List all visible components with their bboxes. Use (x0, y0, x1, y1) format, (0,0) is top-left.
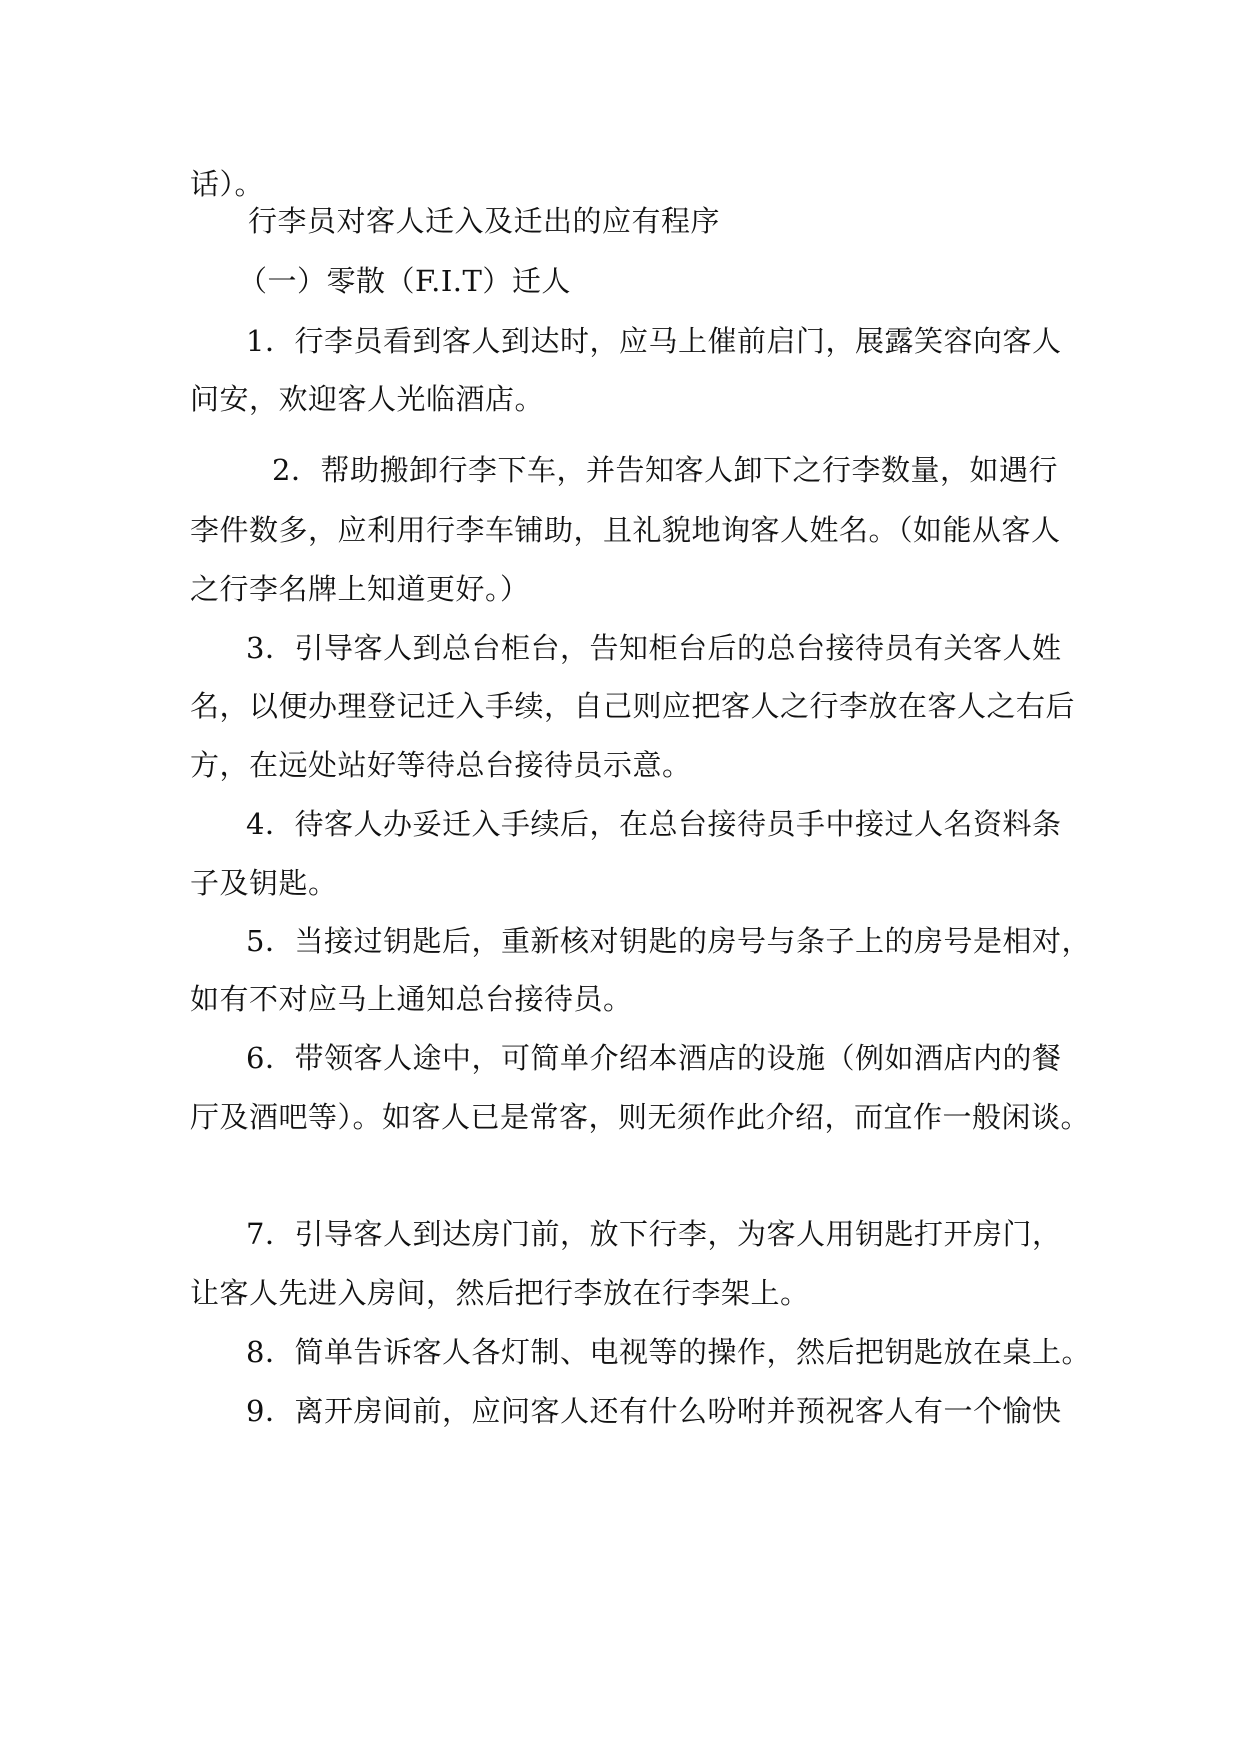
text-line: 如有不对应马上通知总台接待员。 (190, 982, 633, 1016)
text-line: 1．行李员看到客人到达时，应马上催前启门，展露笑容向客人 (246, 324, 1062, 358)
text-line: 8．简单告诉客人各灯制、电视等的操作，然后把钥匙放在桌上。 (246, 1335, 1091, 1369)
text-line: 话）。 (190, 167, 265, 201)
subsection-heading: （一）零散（F.I.T）迁人 (238, 264, 571, 298)
text-line: 6．带领客人途中，可简单介绍本酒店的设施（例如酒店内的餐 (246, 1041, 1062, 1075)
text-line: 让客人先进入房间，然后把行李放在行李架上。 (190, 1276, 810, 1310)
text-line: 7．引导客人到达房门前，放下行李，为客人用钥匙打开房门， (246, 1217, 1062, 1251)
text-line: 4．待客人办妥迁入手续后，在总台接待员手中接过人名资料条 (246, 807, 1062, 841)
text-line: 3．引导客人到总台柜台，告知柜台后的总台接待员有关客人姓 (246, 631, 1062, 665)
text-line: 5．当接过钥匙后，重新核对钥匙的房号与条子上的房号是相对， (246, 924, 1091, 958)
text-line: 厅及酒吧等）。如客人已是常客，则无须作此介绍，而宜作一般闲谈。 (190, 1100, 1091, 1134)
text-line: 问安，欢迎客人光临酒店。 (190, 382, 545, 416)
text-line: 方，在远处站好等待总台接待员示意。 (190, 748, 692, 782)
section-heading: 行李员对客人迁入及迁出的应有程序 (248, 204, 721, 238)
text-line: 2．帮助搬卸行李下车，并告知客人卸下之行李数量，如遇行 (272, 453, 1058, 487)
text-line: 李件数多，应利用行李车铺助，且礼貌地询客人姓名。（如能从客人 (190, 513, 1061, 547)
text-line: 9．离开房间前，应问客人还有什么吩咐并预祝客人有一个愉快 (246, 1394, 1062, 1428)
text-line: 名，以便办理登记迁入手续，自己则应把客人之行李放在客人之右后 (190, 689, 1076, 723)
text-line: 子及钥匙。 (190, 866, 338, 900)
text-line: 之行李名牌上知道更好。） (190, 572, 530, 606)
